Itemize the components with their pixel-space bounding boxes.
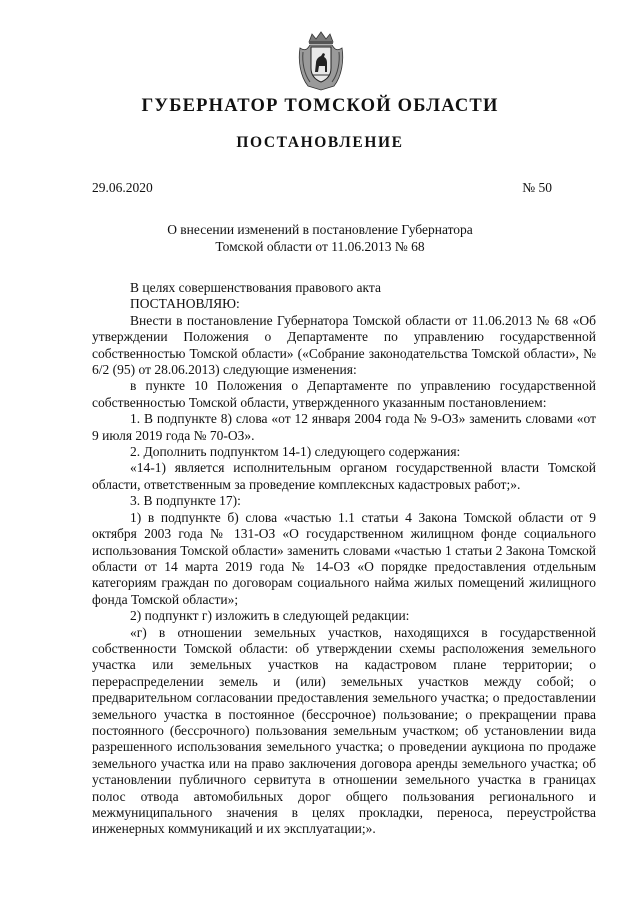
body-paragraph: «14-1) является исполнительным органом государственной власти Томской области, ответственным за проведение комплексных кадастровых работ;». xyxy=(92,460,596,492)
subject-line-1: О внесении изменений в постановление Губернатора xyxy=(167,222,473,237)
body-paragraph: 1. В подпункте 8) слова «от 12 января 2004 года № 9-ОЗ» заменить словами «от 9 июля 2019 года № 70-ОЗ». xyxy=(92,411,596,443)
document-body xyxy=(92,280,596,838)
tomsk-coat-of-arms-icon xyxy=(296,30,346,92)
body-paragraph: 1) в подпункте б) слова «частью 1.1 статьи 4 Закона Томской области от 9 октября 2003 года № 131-ОЗ «О государственном жилищном фонде социального использования Томской области» заменить словами «частью 1 статьи 2 Закона Томской области от 14 марта 2019 года № 14-ОЗ «О порядке предоставления отдельным категориям граждан по договорам социального найма жилых помещений жилищного фонда Томской области»; xyxy=(92,509,596,607)
body-paragraph: В целях совершенствования правового акта xyxy=(130,280,381,295)
body-paragraph: ПОСТАНОВЛЯЮ: xyxy=(130,296,240,312)
subject-line-2: Томской области от 11.06.2013 № 68 xyxy=(215,239,425,254)
document-number: № 50 xyxy=(522,180,552,195)
body-paragraph: Внести в постановление Губернатора Томской области от 11.06.2013 № 68 «Об утверждении Положения о Департаменте по управлению государственной собственностью Томской области» («Собрание законодательства Томской области», № 6/2 (95) от 28.06.2013) следующие изменения: xyxy=(92,312,596,378)
authority-title: ГУБЕРНАТОР ТОМСКОЙ ОБЛАСТИ xyxy=(141,96,499,116)
body-paragraph: 2. Дополнить подпунктом 14-1) следующего содержания: xyxy=(130,444,461,460)
body-paragraph: «г) в отношении земельных участков, находящихся в государственной собственности Томской области: об утверждении схемы расположения земельного участка или земельных участков на кадастровом плане территории; о перераспределении земель и (или) земельных участков между собой; о предварительном согласовании предоставления земельного участка; о предоставлении земельного участка в постоянное (бессрочное) пользование; о прекращении права постоянного (бессрочного) пользования земельным участком; об установлении вида разрешенного использования земельного участка; о проведении аукциона по продаже земельного участка или на право заключения договора аренды земельного участка; об установлении публичного сервитута в отношении земельного участка в границах полос отвода автомобильных дорог общего пользования регионального и межмуниципального значения в целях прокладки, переноса, переустройства инженерных коммуникаций и их эксплуатации;». xyxy=(92,624,596,837)
document-type: ПОСТАНОВЛЕНИЕ xyxy=(236,134,404,151)
body-paragraph: 3. В подпункте 17): xyxy=(130,493,241,509)
document-subject xyxy=(0,221,640,255)
body-paragraph: в пункте 10 Положения о Департаменте по управлению государственной собственностью Томской области, утвержденного указанным постановлением: xyxy=(92,378,596,410)
body-paragraph: 2) подпункт г) изложить в следующей редакции: xyxy=(130,608,410,624)
document-date: 29.06.2020 xyxy=(92,180,153,195)
